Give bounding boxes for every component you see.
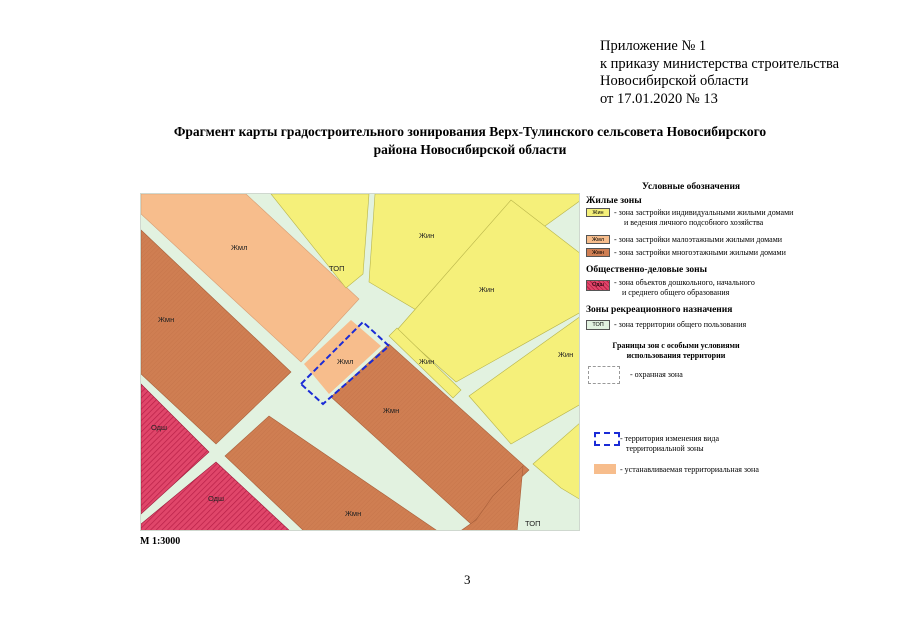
map-label-zhin: Жин (479, 285, 495, 294)
legend-swatch-top: ТОП (586, 320, 610, 330)
appendix-header (600, 38, 839, 108)
zoning-map (140, 193, 580, 531)
map-label-top: ТОП (329, 264, 345, 273)
document-title (120, 123, 820, 159)
map-label-zhml: Жмл (231, 243, 248, 252)
appendix-line: от 17.01.2020 № 13 (600, 90, 718, 107)
legend-swatch-zhin: Жин (586, 208, 610, 217)
legend-text: - зона территории общего пользования (614, 320, 747, 329)
appendix-line: Новосибирской области (600, 73, 749, 89)
legend-text: - зона застройки многоэтажными жилыми домами (614, 248, 786, 257)
legend-heading-business: Общественно-деловые зоны (586, 265, 707, 275)
legend-heading-special: Границы зон с особыми условиями (612, 341, 740, 350)
legend-heading-residential: Жилые зоны (586, 196, 642, 206)
legend-text: и ведения личного подсобного хозяйства (624, 218, 764, 227)
legend-text: - устанавливаемая территориальная зона (620, 465, 759, 474)
legend-swatch-zhml: Жмл (586, 235, 610, 244)
map-label-zhin: Жин (419, 357, 435, 366)
legend-text: - зона застройки индивидуальными жилыми домами (614, 208, 794, 217)
legend-text: территориальной зоны (626, 444, 704, 453)
legend-text: - охранная зона (630, 370, 683, 379)
map-label-top: ТОП (525, 519, 541, 528)
page-number: 3 (464, 572, 471, 587)
legend-heading-recreation: Зоны рекреационного назначения (586, 305, 733, 315)
legend-swatch-protect (588, 366, 620, 384)
map-label-zhmn: Жмн (345, 509, 362, 518)
legend-text: - территория изменения вида (620, 434, 720, 443)
map-scale: М 1:3000 (140, 536, 181, 547)
map-label-zhin: Жин (558, 350, 574, 359)
map-label-zhml: Жмл (337, 357, 354, 366)
map-label-zhmn: Жмн (383, 406, 400, 415)
map-label-zhin: Жин (419, 231, 435, 240)
legend-text: - зона застройки малоэтажными жилыми домами (614, 235, 783, 244)
title-line: района Новосибирской области (373, 142, 567, 157)
legend-swatch-change (594, 432, 620, 446)
zoning-map-svg (141, 194, 580, 531)
legend-text: и среднего общего образования (622, 288, 730, 297)
legend-text: - зона объектов дошкольного, начального (614, 278, 755, 287)
appendix-line: к приказу министерства строительства (600, 55, 840, 72)
map-label-odsh: Одш (151, 423, 168, 432)
appendix-line: Приложение № 1 (600, 38, 707, 54)
legend-swatch-zhmn: Жмн (586, 248, 610, 257)
map-label-zhmn: Жмн (158, 315, 175, 324)
title-line: Фрагмент карты градостроительного зонирования Верх-Тулинского сельсовета Новосибирского (173, 124, 767, 139)
legend-swatch-odsh: Одш (586, 280, 610, 291)
legend-heading-special: использования территории (626, 351, 726, 360)
legend-swatch-set (594, 464, 616, 474)
legend-title: Условные обозначения (642, 182, 741, 192)
map-label-odsh: Одш (208, 494, 225, 503)
